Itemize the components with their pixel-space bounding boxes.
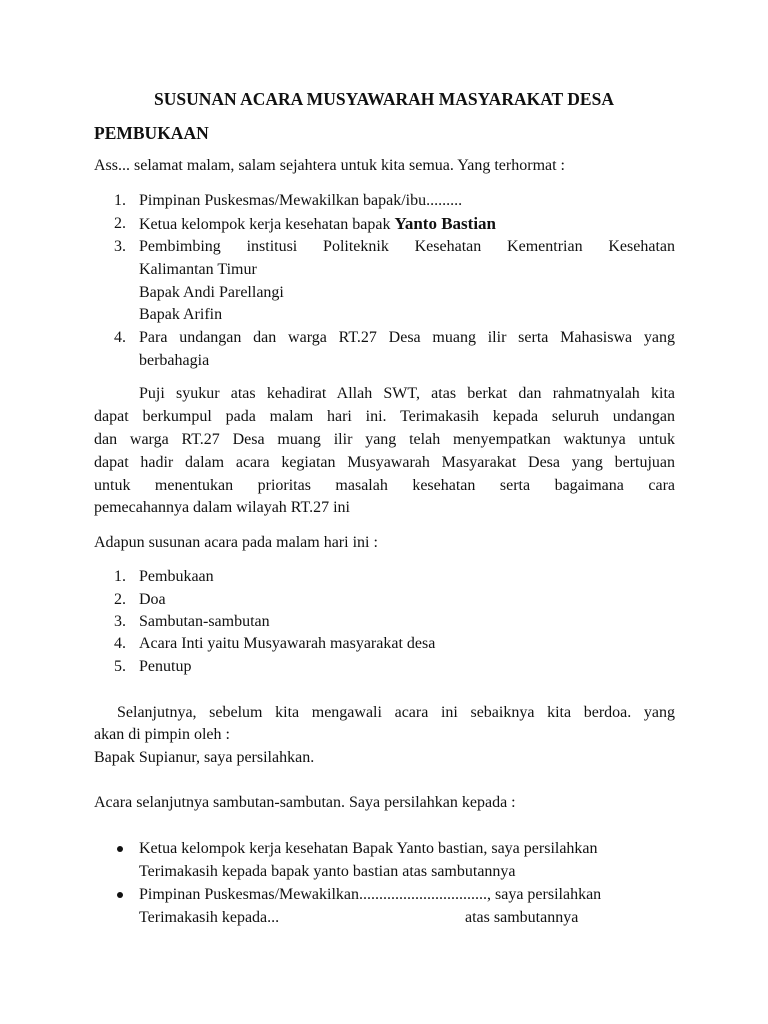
list-item: Pembimbing institusi Politeknik Kesehatan Kementrian Kesehatan <box>139 238 675 255</box>
agenda-item: Penutup <box>139 658 192 675</box>
paragraph-line: dan warga RT.27 Desa muang ilir yang telah menyempatkan waktunya untuk <box>94 431 675 448</box>
paragraph-line: akan di pimpin oleh : <box>94 726 230 743</box>
paragraph-line: Puji syukur atas kehadirat Allah SWT, atas berkat dan rahmatnyalah kita <box>139 385 675 402</box>
list-item-text: Ketua kelompok kerja kesehatan bapak <box>139 216 395 233</box>
list-number: 3. <box>114 238 126 255</box>
paragraph-line: Selanjutnya, sebelum kita mengawali acara ini sebaiknya kita berdoa. yang <box>117 704 675 721</box>
list-number: 4. <box>114 329 126 346</box>
speech-item-continued: atas sambutannya <box>465 909 579 926</box>
document-title: SUSUNAN ACARA MUSYAWARAH MASYARAKAT DESA <box>154 89 614 109</box>
paragraph-line: dapat berkumpul pada malam hari ini. Terimakasih kepada seluruh undangan <box>94 408 675 425</box>
highlighted-name: Yanto Bastian <box>394 214 497 233</box>
list-item <box>139 214 496 235</box>
paragraph-line: Bapak Supianur, saya persilahkan. <box>94 749 315 766</box>
agenda-item: Pembukaan <box>139 568 214 585</box>
speech-item-continued: Terimakasih kepada... <box>139 909 280 926</box>
agenda-item: Doa <box>139 591 166 608</box>
list-item-continued: Bapak Andi Parellangi <box>139 284 284 301</box>
list-item-continued: Bapak Arifin <box>139 306 223 323</box>
paragraph-line: dapat hadir dalam acara kegiatan Musyawarah Masyarakat Desa yang bertujuan <box>94 454 675 471</box>
list-number: 1. <box>114 192 126 209</box>
list-number: 1. <box>114 568 126 585</box>
list-item: Para undangan dan warga RT.27 Desa muang ilir serta Mahasiswa yang <box>139 329 675 346</box>
list-item: Pimpinan Puskesmas/Mewakilkan bapak/ibu......... <box>139 192 463 209</box>
speeches-intro: Acara selanjutnya sambutan-sambutan. Saya persilahkan kepada : <box>94 794 516 811</box>
speech-item: Pimpinan Puskesmas/Mewakilkan................................, saya persilahkan <box>139 886 602 903</box>
bullet-icon <box>116 839 126 859</box>
speech-item-continued: Terimakasih kepada bapak yanto bastian atas sambutannya <box>139 863 516 880</box>
agenda-item: Sambutan-sambutan <box>139 613 270 630</box>
list-number: 2. <box>114 215 126 232</box>
paragraph-line: pemecahannya dalam wilayah RT.27 ini <box>94 499 350 516</box>
list-item-continued: Kalimantan Timur <box>139 261 257 278</box>
list-number: 3. <box>114 613 126 630</box>
speech-item: Ketua kelompok kerja kesehatan Bapak Yanto bastian, saya persilahkan <box>139 840 598 857</box>
greeting-line: Ass... selamat malam, salam sejahtera untuk kita semua. Yang terhormat : <box>94 157 565 174</box>
section-heading: PEMBUKAAN <box>94 123 209 143</box>
list-number: 2. <box>114 591 126 608</box>
paragraph-line: untuk menentukan prioritas masalah kesehatan serta bagaimana cara <box>94 477 675 494</box>
list-number: 5. <box>114 658 126 675</box>
list-item-continued: berbahagia <box>139 352 210 369</box>
bullet-icon <box>116 885 126 905</box>
list-number: 4. <box>114 635 126 652</box>
agenda-intro: Adapun susunan acara pada malam hari ini : <box>94 534 378 551</box>
agenda-item: Acara Inti yaitu Musyawarah masyarakat desa <box>139 635 436 652</box>
